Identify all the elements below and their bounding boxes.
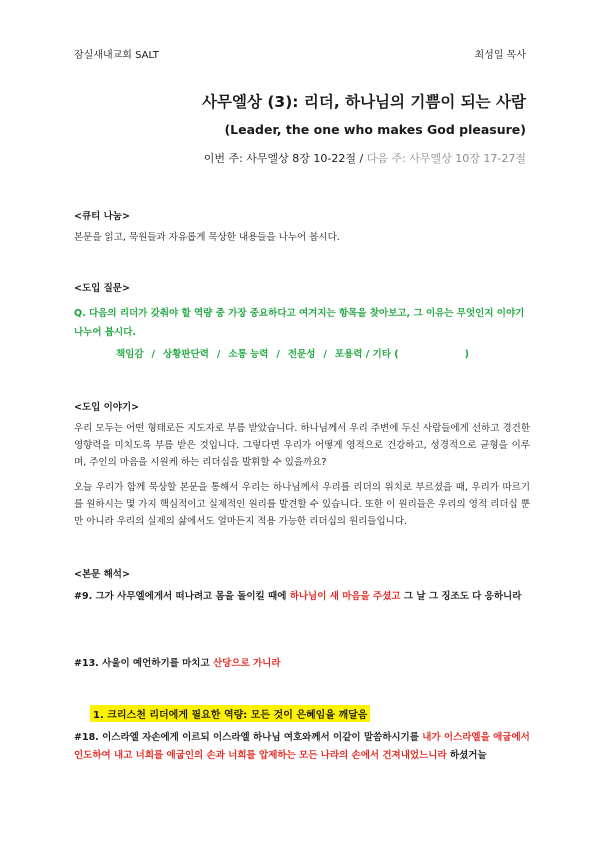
choice-sep: / [216,349,221,360]
intro-story-heading: <도입 이야기> [74,402,140,413]
point-1-heading: 1. 크리스천 리더에게 필요한 역량: 모든 것이 은혜임을 깨달음 [90,705,370,722]
week-separator: / [356,152,367,165]
verse-9-text-a: #9. 그가 사무엘에게서 떠나려고 몸을 돌이킬 때에 [74,591,290,602]
pastor-name: 최성일 목사 [474,50,526,61]
intro-question: Q. 다음의 리더가 갖춰야 할 역량 중 가장 중요하다고 여겨지는 항목을 찾아보고, 그 이유는 무엇인지 이야기 나누어 봅시다. [74,308,525,338]
verse-9-text-b: 그 날 그 징조도 다 응하니라 [400,591,522,602]
verse-18-highlight: 내가 이스라엘을 애굽에서 인도하여 내고 너희를 애굽인의 손과 너희를 압제하는 모든 나라의 손에서 건져내었느니라 [74,732,530,761]
page-subtitle: (Leader, the one who makes God pleasure) [224,122,526,137]
choice-sep: / [151,349,156,360]
intro-question-heading: <도입 질문> [74,283,130,294]
qt-heading: <큐티 나눔> [74,211,130,222]
choice-item: 포용력 [334,349,363,360]
intro-story-paragraph-1: 우리 모두는 어떤 형태로든 지도자로 부름 받았습니다. 하나님께서 우리 주변에 두신 사람들에게 선하고 경건한 영향력을 미치도록 부름 받은 것입니다. 그렇다면 우리가 어떻게 영적으로 건강하고, 성경적으로 균형을 이루며, 주인의 마음을 시원케 하는 리더십을 발휘할 수 있을까요? [74,423,530,468]
choice-item: 책임감 [116,349,144,360]
verse-13-highlight: 산당으로 가니라 [212,658,281,669]
verse-18 [74,729,534,765]
qt-text: 본문을 읽고, 묵원들과 자유롭게 묵상한 내용들을 나누어 봅시다. [74,232,340,243]
exposition-heading: <본문 해석> [74,569,130,580]
verse-9 [74,588,534,606]
page-title: 사무엘상 (3): 리더, 하나님의 기쁨이 되는 사람 [202,93,526,111]
verse-13-text: #13. 사울이 예언하기를 마치고 [74,658,213,669]
verse-9-highlight: 하나님이 새 마음을 주셨고 [289,591,401,602]
verse-13 [74,655,534,673]
scripture-schedule [204,150,526,166]
intro-story-paragraph-2: 오늘 우리가 함께 묵상할 본문을 통해서 우리는 하나님께서 우리를 리더의 위치로 부르셨을 때, 우리가 따르기를 원하시는 몇 가지 핵심적이고 실제적인 원리를 발견할 수 있습니다. 또한 이 원리들은 우리의 영적 리더십 뿐만 아니라 우리의 실제의 삶에서도 얼마든지 적용 가능한 리더십의 원리들입니다. [74,482,530,527]
choice-sep: / [276,349,280,360]
church-name: 잠실새내교회 SALT [74,50,159,61]
this-week: 이번 주: 사무엘상 8장 10-22절 [203,152,356,165]
next-week: 다음 주: 사무엘상 10장 17-27절 [366,152,526,165]
verse-18-text-a: #18. 이스라엘 자손에게 이르되 이스라엘 하나님 여호와께서 이같이 말씀하시기를 [74,732,423,743]
choice-sep: / [323,349,327,360]
verse-18-text-b: 하셨거늘 [446,750,487,761]
choice-item: 상황판단력 [163,349,209,360]
choice-list [116,346,469,360]
choice-other: / 기타 ( ) [365,349,470,360]
choice-item: 소통 능력 [228,349,269,360]
choice-item: 전문성 [287,349,316,360]
